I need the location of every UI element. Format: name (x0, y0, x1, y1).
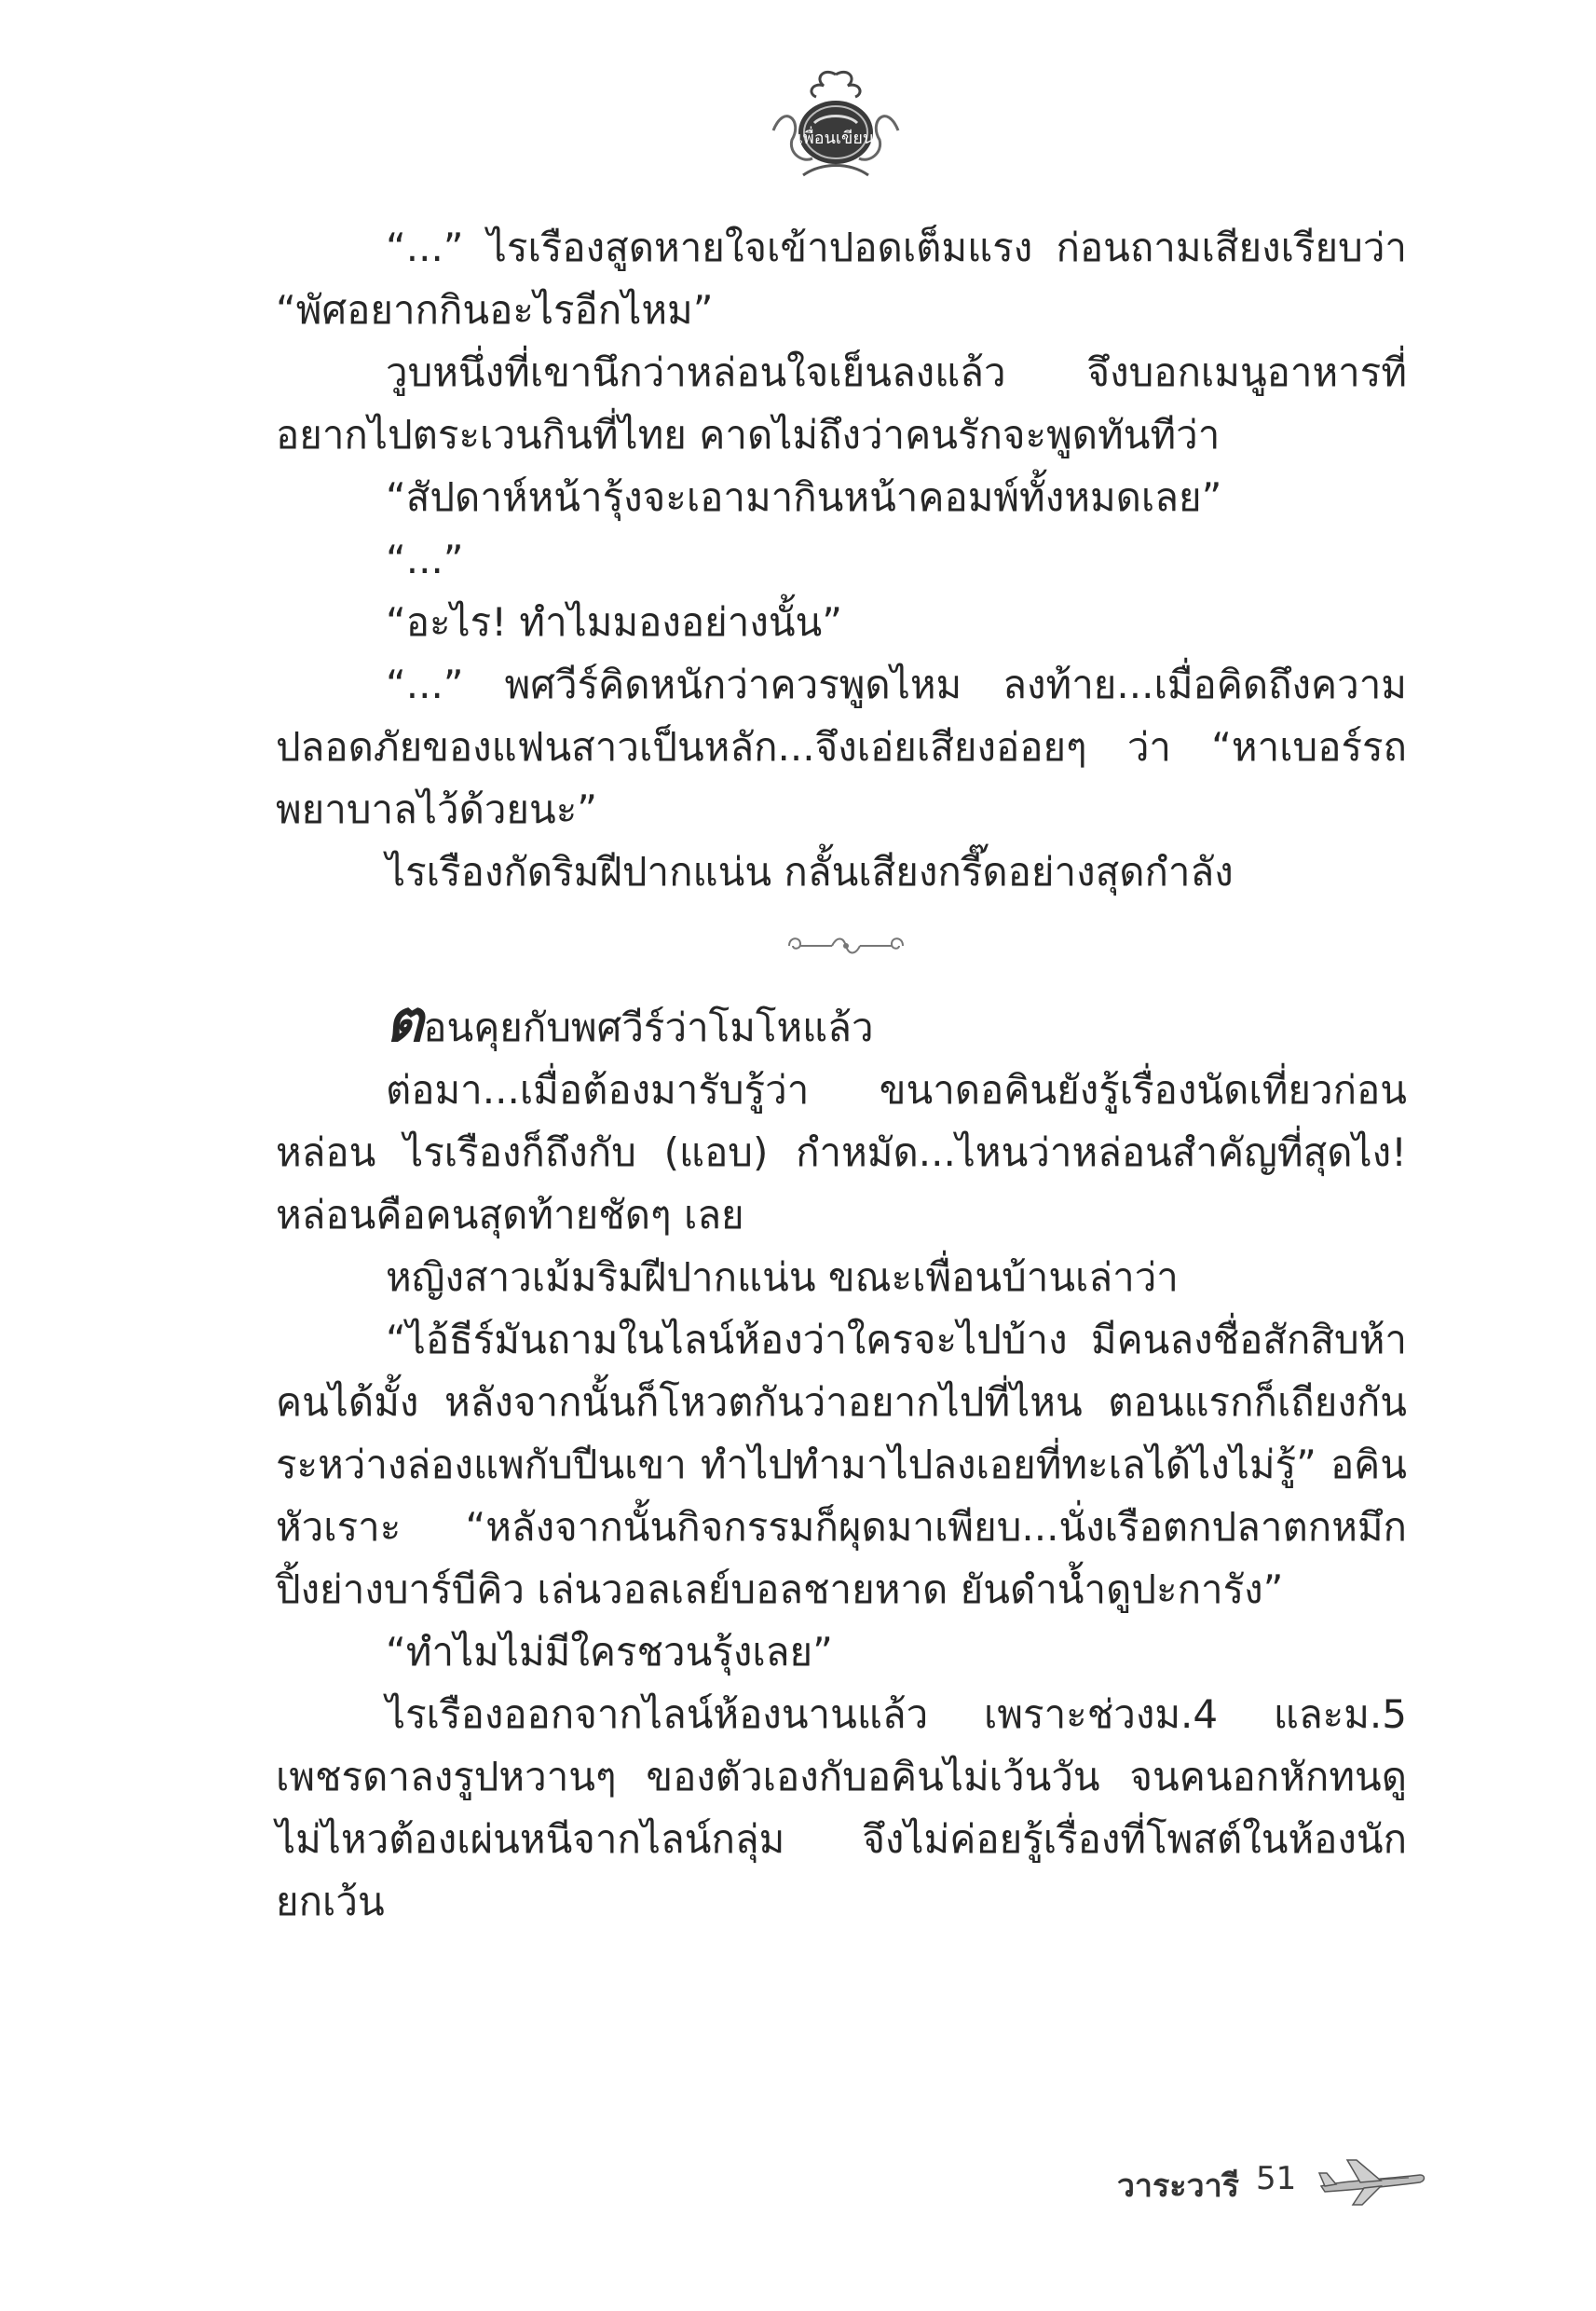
paragraph-7: ไรเรืองกัดริมฝีปากแน่น กลั้นเสียงกรี๊ดอย่างสุดกำลัง (386, 849, 1234, 895)
airplane-icon (1316, 2153, 1427, 2208)
paragraph-5: “อะไร! ทำไมมองอย่างนั้น” (386, 599, 843, 645)
body-text (276, 216, 1407, 1933)
section-divider (276, 903, 1407, 996)
paragraph-10: “ไอ้ธีร์มันถามในไลน์ห้องว่าใครจะไปบ้าง มีคนลงชื่อสักสิบห้าคนได้มั้ง หลังจากนั้นก็โหวตกันว่าอยากไปที่ไหน ตอนแรกก็เถียงกันระหว่างล่องแพกับปีนเขา ทำไปทำมาไปลงเอยที่ทะเลได้ไงไม่รู้” อคินหัวเราะ “หลังจากนั้นกิจกรรมก็ผุดมาเพียบ...นั่งเรือตกปลาตกหมึก ปิ้งย่างบาร์บีคิว เล่นวอลเลย์บอลชายหาด ยันดำน้ำดูปะการัง” (276, 1317, 1407, 1612)
book-title: วาระวารี (1116, 2167, 1239, 2205)
paragraph-2: วูบหนึ่งที่เขานึกว่าหล่อนใจเย็นลงแล้ว จึงบอกเมนูอาหารที่อยากไปตระเวนกินที่ไทย คาดไม่ถึงว่าคนรักจะพูดทันทีว่า (276, 349, 1407, 458)
drop-cap-letter: ต (386, 987, 424, 1055)
paragraph-3: “สัปดาห์หน้ารุ้งจะเอามากินหน้าคอมพ์ทั้งหมดเลย” (386, 474, 1222, 520)
paragraph-11: “ทำไมไม่มีใครชวนรุ้งเลย” (386, 1629, 833, 1675)
ornament-divider-icon (785, 929, 907, 963)
paragraph-9: หญิงสาวเม้มริมฝีปากแน่น ขณะเพื่อนบ้านเล่าว่า (386, 1254, 1179, 1300)
section-opening-text: อนคุยกับพศวีร์ว่าโมโหแล้ว (423, 1005, 874, 1050)
paragraph-8: ต่อมา...เมื่อต้องมารับรู้ว่า ขนาดอคินยังรู้เรื่องนัดเที่ยวก่อนหล่อน ไรเรืองก็ถึงกับ (แอบ) กำหมัด...ไหนว่าหล่อนสำคัญที่สุดไง! หล่อนคือคนสุดท้ายชัดๆ เลย (276, 1067, 1407, 1238)
emblem-text: เพื่อนเขียน (797, 129, 875, 148)
paragraph-6: “...” พศวีร์คิดหนักว่าควรพูดไหม ลงท้าย...เมื่อคิดถึงความปลอดภัยของแฟนสาวเป็นหลัก...จึงเอ่ยเสียงอ่อยๆ ว่า “หาเบอร์รถพยาบาลไว้ด้วยนะ” (276, 662, 1407, 832)
section-opening (276, 987, 1407, 1059)
paragraph-4: “...” (386, 537, 464, 582)
decorative-emblem-icon (766, 65, 906, 181)
page-number: 51 (1256, 2160, 1297, 2197)
paragraph-12: ไรเรืองออกจากไลน์ห้องนานแล้ว เพราะช่วงม.4 และม.5 เพชรดาลงรูปหวานๆ ของตัวเองกับอคินไม่เว้นวัน จนคนอกหักทนดูไม่ไหวต้องเผ่นหนีจากไลน์กลุ่ม จึงไม่ค่อยรู้เรื่องที่โพสต์ในห้องนัก ยกเว้น (276, 1691, 1407, 1924)
paragraph-1: “...” ไรเรืองสูดหายใจเข้าปอดเต็มแรง ก่อนถามเสียงเรียบว่า “พัศอยากกินอะไรอีกไหม” (276, 225, 1407, 333)
page-footer (1053, 2153, 1444, 2218)
